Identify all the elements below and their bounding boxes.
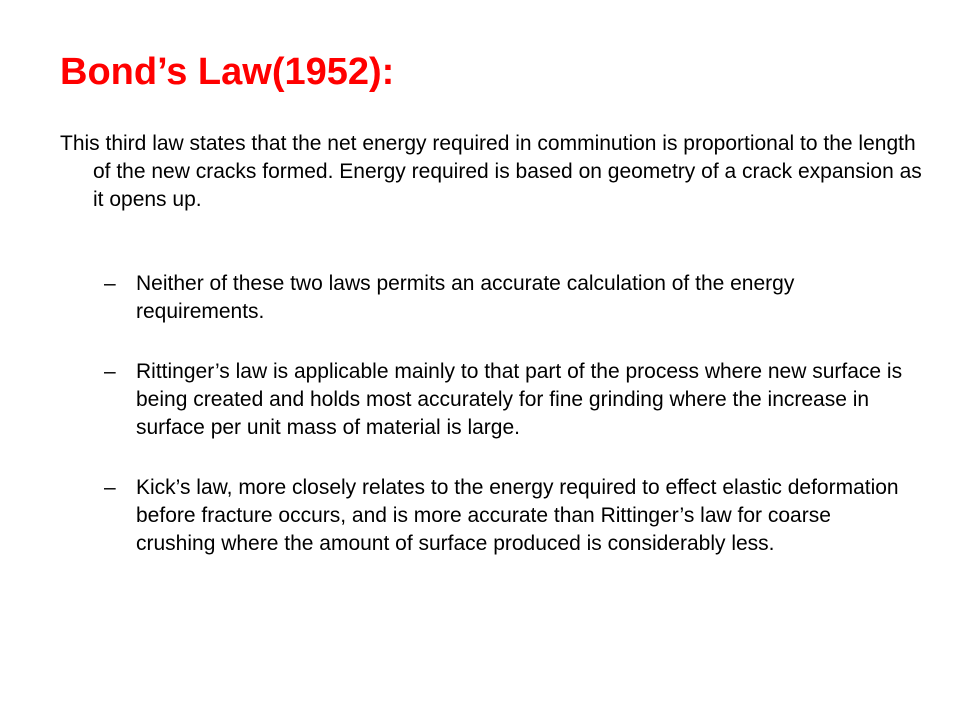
bullet-list	[104, 270, 904, 558]
bullet-item-neither-law	[104, 270, 904, 326]
bullet-dash: –	[104, 360, 116, 383]
bullet-text: Neither of these two laws permits an accurate calculation of the energy requirements.	[136, 272, 795, 323]
bullet-dash: –	[104, 272, 116, 295]
bullet-text: Kick’s law, more closely relates to the energy required to effect elastic deformation before fracture occurs, and is more accurate than Rittinger’s law for coarse crushing where the amount of surface produced is considerably less.	[136, 476, 899, 555]
bullet-item-kick	[104, 474, 904, 558]
slide-title: Bond’s Law(1952):	[60, 51, 395, 93]
bullet-item-rittinger	[104, 358, 904, 442]
bullet-text: Rittinger’s law is applicable mainly to that part of the process where new surface is being created and holds most accurately for fine grinding where the increase in surface per unit mass of material is large.	[136, 360, 903, 439]
intro-paragraph: This third law states that the net energy required in comminution is proportional to the length of the new cracks formed. Energy required is based on geometry of a crack expansion as it opens up.	[60, 132, 922, 211]
bullet-dash: –	[104, 476, 116, 499]
